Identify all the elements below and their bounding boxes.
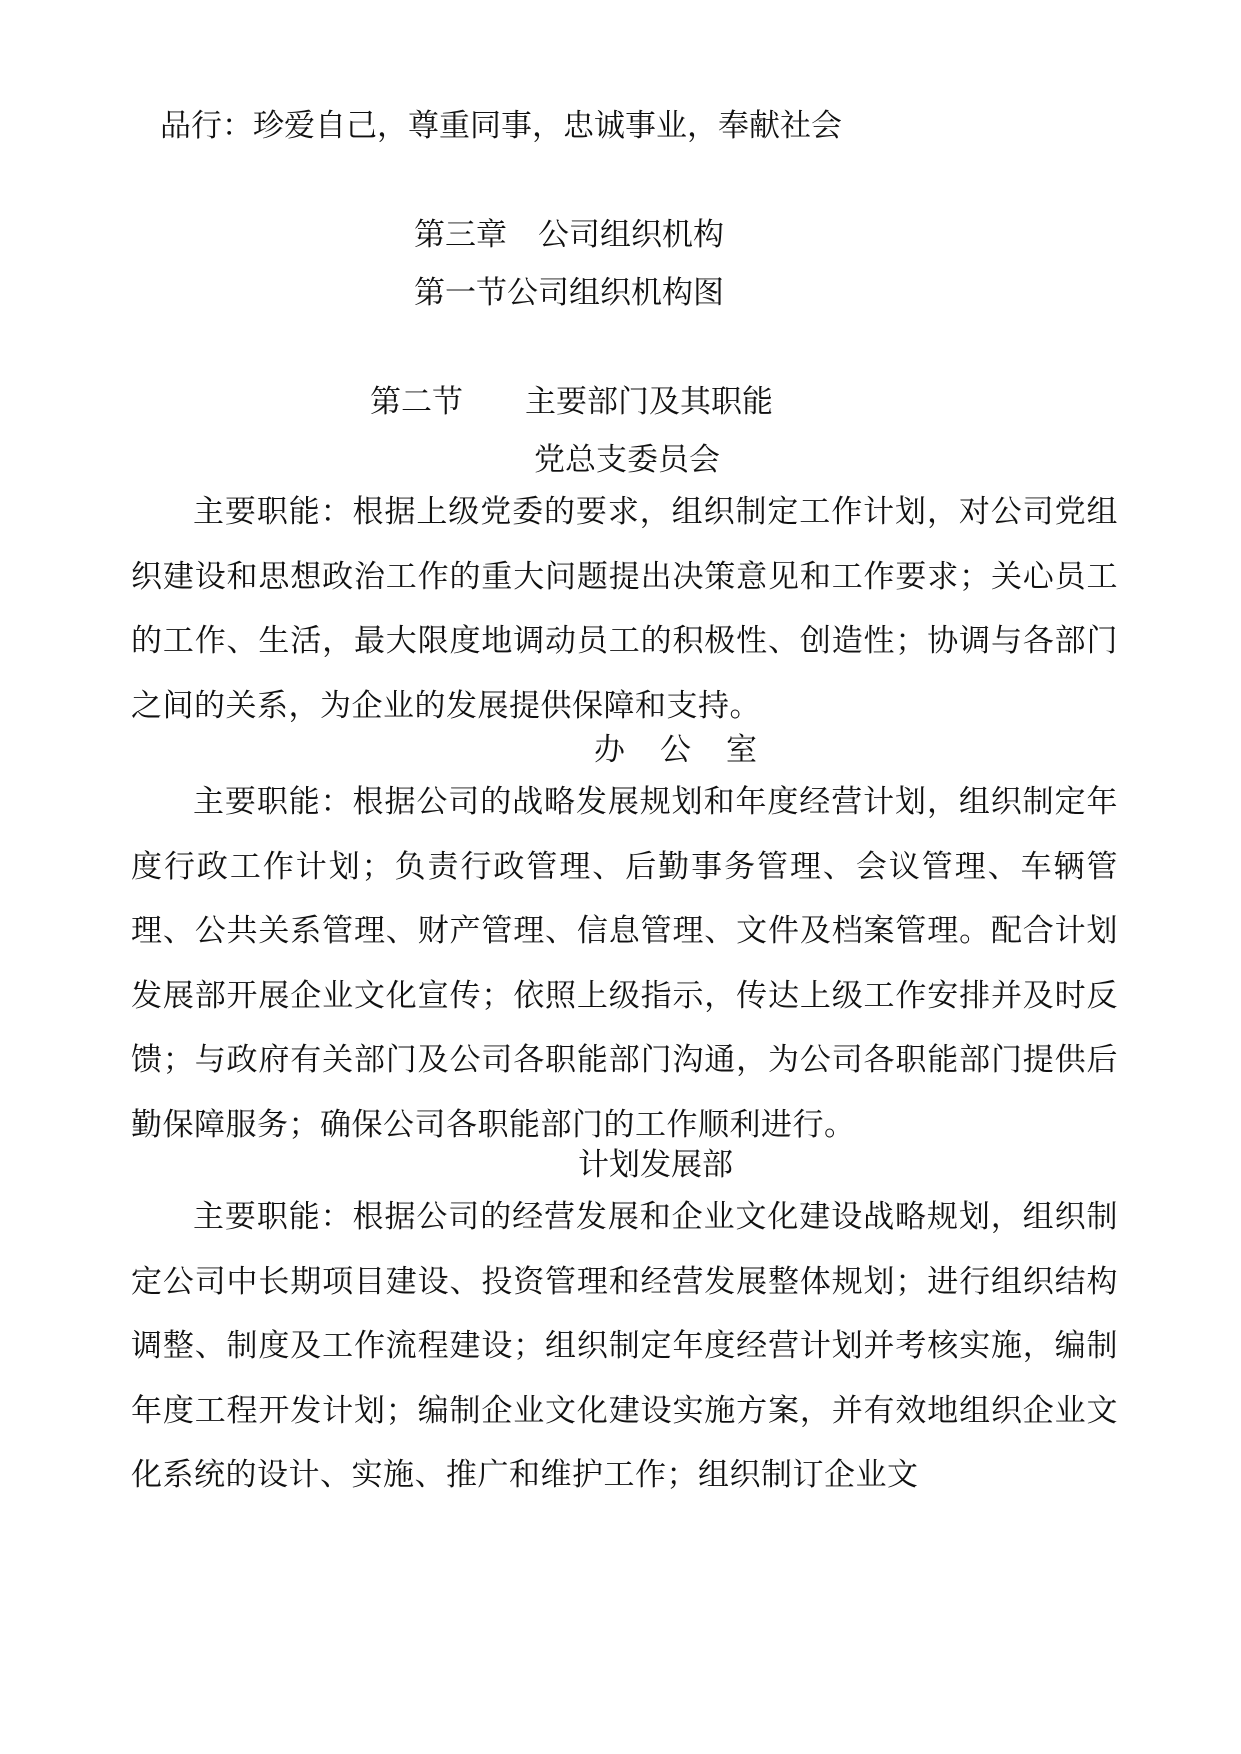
section2-title: 第二节 主要部门及其职能 xyxy=(370,384,773,420)
department-description: 主要职能：根据公司的经营发展和企业文化建设战略规划，组织制定公司中长期项目建设、投资管理和经营发展整体规划；进行组织结构调整、制度及工作流程建设；组织制定年度经营计划并考核实施，编制年度工程开发计划；编制企业文化建设实施方案，并有效地组织企业文化系统的设计、实施、推广和维护工作；组织制订企业文 xyxy=(131,1199,1118,1493)
department-description: 主要职能：根据公司的战略发展规划和年度经营计划，组织制定年度行政工作计划；负责行政管理、后勤事务管理、会议管理、车辆管理、公共关系管理、财产管理、信息管理、文件及档案管理。配合计划发展部开展企业文化宣传；依照上级指示，传达上级工作安排并及时反馈；与政府有关部门及公司各职能部门沟通，为公司各职能部门提供后勤保障服务；确保公司各职能部门的工作顺利进行。 xyxy=(131,784,1118,1143)
intro-line: 品行：珍爱自己，尊重同事，忠诚事业，奉献社会 xyxy=(160,108,842,144)
chapter-title: 第三章 公司组织机构 xyxy=(414,217,724,253)
department-heading: 办 公 室 xyxy=(594,732,759,768)
section1-title: 第一节公司组织机构图 xyxy=(414,275,724,311)
department-description: 主要职能：根据上级党委的要求，组织制定工作计划，对公司党组织建设和思想政治工作的重大问题提出决策意见和工作要求；关心员工的工作、生活，最大限度地调动员工的积极性、创造性；协调与各部门之间的关系，为企业的发展提供保障和支持。 xyxy=(131,494,1118,724)
department-heading: 计划发展部 xyxy=(578,1147,733,1183)
department-heading: 党总支委员会 xyxy=(534,442,720,478)
